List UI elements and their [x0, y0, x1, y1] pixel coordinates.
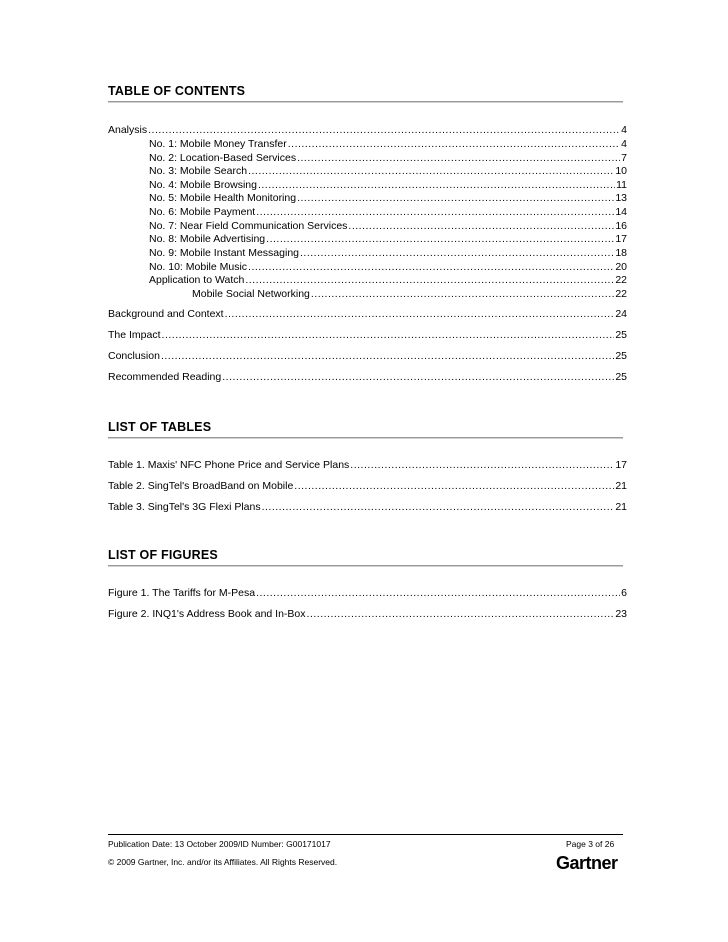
leader-dots — [162, 329, 615, 342]
toc-entry[interactable] — [108, 247, 627, 260]
toc-entry-label: No. 7: Near Field Communication Services — [149, 220, 348, 232]
leader-dots — [245, 274, 614, 287]
tables-heading: LIST OF TABLES — [108, 420, 212, 434]
copyright-notice: © 2009 Gartner, Inc. and/or its Affiliates. All Rights Reserved. — [108, 857, 338, 867]
toc-entry[interactable] — [108, 165, 627, 178]
toc-entry-page: 10 — [615, 165, 627, 177]
toc-entry-label: No. 5: Mobile Health Monitoring — [149, 192, 297, 204]
toc-entry-page: 14 — [615, 206, 627, 218]
toc-entry-label: Background and Context — [108, 308, 224, 320]
toc-entry-page: 4 — [621, 124, 627, 136]
toc-entry[interactable] — [108, 152, 627, 165]
figure-entry-page: 6 — [621, 587, 627, 599]
leader-dots — [266, 233, 614, 246]
figures-heading: LIST OF FIGURES — [108, 548, 218, 562]
table-entry[interactable] — [108, 459, 627, 472]
leader-dots — [311, 288, 614, 301]
toc-entry-label: No. 2: Location-Based Services — [149, 152, 297, 164]
leader-dots — [222, 371, 614, 384]
publication-info: Publication Date: 13 October 2009/ID Number: G00171017 — [108, 839, 331, 849]
leader-dots — [225, 308, 615, 321]
toc-entry-page: 24 — [615, 308, 627, 320]
toc-entry-page: 13 — [615, 192, 627, 204]
table-entry[interactable] — [108, 501, 627, 514]
toc-entry-page: 22 — [615, 274, 627, 286]
leader-dots — [297, 192, 614, 205]
toc-entry[interactable] — [108, 308, 627, 321]
toc-entry-label: No. 3: Mobile Search — [149, 165, 248, 177]
leader-dots — [297, 152, 620, 165]
figure-entry-page: 23 — [615, 608, 627, 620]
toc-entry-page: 20 — [615, 261, 627, 273]
toc-entry[interactable] — [108, 350, 627, 363]
leader-dots — [350, 459, 614, 472]
toc-entry-label: No. 6: Mobile Payment — [149, 206, 256, 218]
leader-dots — [300, 247, 614, 260]
toc-entry[interactable] — [108, 206, 627, 219]
leader-dots — [256, 587, 620, 600]
toc-entry-page: 22 — [615, 288, 627, 300]
table-entry-page: 21 — [615, 480, 627, 492]
table-entry[interactable] — [108, 480, 627, 493]
leader-dots — [248, 165, 614, 178]
toc-entry[interactable] — [108, 371, 627, 384]
table-entry-label: Table 2. SingTel's BroadBand on Mobile — [108, 480, 294, 492]
toc-entry-label: No. 9: Mobile Instant Messaging — [149, 247, 299, 259]
toc-rule — [108, 101, 623, 103]
toc-heading: TABLE OF CONTENTS — [108, 84, 246, 98]
table-entry-label: Table 1. Maxis' NFC Phone Price and Service Plans — [108, 459, 350, 471]
toc-entry-page: 11 — [616, 179, 627, 191]
toc-entry[interactable] — [108, 233, 627, 246]
toc-entry-page: 7 — [621, 152, 627, 164]
page-number: Page 3 of 26 — [566, 839, 615, 849]
toc-entry-label: No. 10: Mobile Music — [149, 261, 248, 273]
leader-dots — [262, 501, 615, 514]
toc-entry[interactable] — [108, 329, 627, 342]
toc-entry[interactable] — [108, 138, 627, 151]
figures-rule — [108, 565, 623, 567]
toc-entry[interactable] — [108, 261, 627, 274]
toc-entry-label: The Impact — [108, 329, 161, 341]
toc-entry-page: 17 — [615, 233, 627, 245]
footer-rule — [108, 834, 623, 835]
leader-dots — [256, 206, 614, 219]
leader-dots — [348, 220, 614, 233]
toc-entry-label: Analysis — [108, 124, 148, 136]
toc-entry-page: 25 — [615, 350, 627, 362]
leader-dots — [307, 608, 615, 621]
toc-entry-label: Recommended Reading — [108, 371, 222, 383]
toc-entry-page: 25 — [615, 371, 627, 383]
figure-entry[interactable] — [108, 608, 627, 621]
toc-entry-page: 16 — [615, 220, 627, 232]
toc-entry[interactable] — [108, 192, 627, 205]
table-entry-page: 21 — [615, 501, 627, 513]
toc-entry-label: No. 8: Mobile Advertising — [149, 233, 266, 245]
table-entry-label: Table 3. SingTel's 3G Flexi Plans — [108, 501, 261, 513]
toc-entry-label: Conclusion — [108, 350, 160, 362]
leader-dots — [288, 138, 620, 151]
toc-entry-page: 18 — [615, 247, 627, 259]
gartner-logo: Gartner — [556, 853, 618, 873]
figure-entry-label: Figure 1. The Tariffs for M-Pesa — [108, 587, 256, 599]
toc-entry-label: Application to Watch — [149, 274, 245, 286]
leader-dots — [148, 124, 620, 137]
leader-dots — [294, 480, 614, 493]
toc-entry-label: No. 4: Mobile Browsing — [149, 179, 257, 191]
table-entry-page: 17 — [615, 459, 627, 471]
toc-entry-page: 25 — [615, 329, 627, 341]
toc-entry-page: 4 — [621, 138, 627, 150]
leader-dots — [258, 179, 615, 192]
toc-entry[interactable] — [108, 220, 627, 233]
toc-entry[interactable] — [108, 288, 627, 301]
toc-entry[interactable] — [108, 179, 627, 192]
tables-rule — [108, 437, 623, 439]
toc-entry-label: Mobile Social Networking — [192, 288, 310, 300]
toc-entry[interactable] — [108, 124, 627, 137]
toc-entry-label: No. 1: Mobile Money Transfer — [149, 138, 287, 150]
toc-entry[interactable] — [108, 274, 627, 287]
figure-entry-label: Figure 2. INQ1's Address Book and In-Box — [108, 608, 306, 620]
leader-dots — [161, 350, 614, 363]
leader-dots — [248, 261, 614, 274]
figure-entry[interactable] — [108, 587, 627, 600]
